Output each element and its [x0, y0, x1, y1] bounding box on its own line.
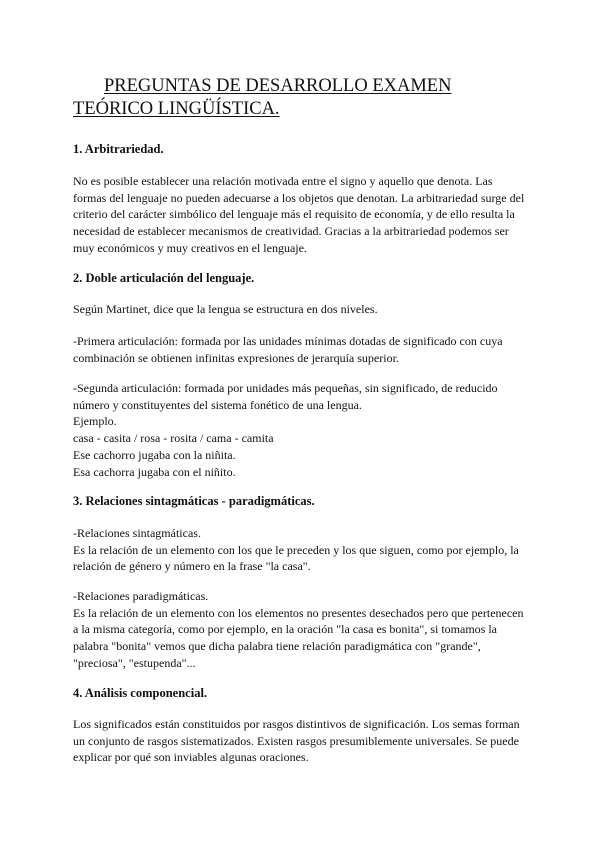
text-line: Es la relación de un elemento con los elementos no presentes desechados pero que pertenecen [73, 605, 524, 620]
text-line: -Segunda articulación: formada por unidades más pequeñas, sin significado, de reducido [73, 381, 498, 395]
paragraph-martinet [73, 301, 535, 318]
title-line-1: PREGUNTAS DE DESARROLLO EXAMEN [104, 76, 452, 96]
text-line: formas del lenguaje no pueden adecuarse a los objetos que denotan. La arbitrariedad surge del [73, 190, 525, 205]
paragraph-sintagmaticas [73, 525, 535, 575]
section-heading-arbitrariedad: 1. Arbitrariedad. [73, 142, 164, 156]
text-line: Según Martinet, dice que la lengua se estructura en dos niveles. [73, 302, 378, 316]
paragraph-analisis-componencial [73, 716, 535, 766]
paragraph-paradigmaticas [73, 588, 535, 672]
text-line: a la misma categoría, como por ejemplo, en la oración "la casa es bonita", si tomamos la [73, 622, 497, 637]
text-line: Esa cachorra jugaba con el niñito. [73, 464, 236, 479]
text-line: "preciosa", "estupenda"... [73, 655, 196, 670]
text-line: -Relaciones paradigmáticas. [73, 589, 209, 603]
section-heading-analisis-componencial: 4. Análisis componencial. [73, 686, 208, 700]
text-line: Es la relación de un elemento con los que le preceden y los que siguen, como por ejemplo, la [73, 542, 519, 557]
text-line: Ejemplo. [73, 414, 117, 429]
text-line: -Primera articulación: formada por las unidades mínimas dotadas de significado con cuya [73, 334, 503, 348]
text-line: casa - casita / rosa - rosita / cama - camita [73, 431, 274, 446]
text-line: un conjunto de rasgos sistematizados. Existen rasgos presumiblemente universales. Se puede [73, 733, 519, 748]
text-line: -Relaciones sintagmáticas. [73, 526, 201, 540]
text-line: explicar por qué son inviables algunas oraciones. [73, 750, 309, 765]
text-line: número y constituyentes del sistema fonético de una lengua. [73, 397, 362, 412]
text-line: combinación se obtienen infinitas expresiones de jerarquía superior. [73, 350, 399, 365]
text-line: Ese cachorro jugaba con la niñita. [73, 447, 236, 462]
paragraph-segunda-articulacion [73, 380, 535, 480]
text-line: muy económicos y muy creativos en el lenguaje. [73, 240, 307, 255]
title-line-2: TEÓRICO LINGÜÍSTICA. [73, 99, 280, 119]
section-heading-relaciones: 3. Relaciones sintagmáticas - paradigmáticas. [73, 494, 315, 508]
paragraph-primera-articulacion [73, 333, 535, 366]
section-heading-doble-articulacion: 2. Doble articulación del lenguaje. [73, 271, 255, 285]
text-line: criterio del carácter simbólico del lenguaje más el requisito de economía, y de ello resulta la [73, 207, 515, 222]
paragraph-arbitrariedad [73, 173, 535, 257]
text-line: necesidad de establecer mecanismos de creatividad. Gracias a la arbitrariedad podemos ser [73, 224, 509, 239]
text-line: relación de género y número en la frase "la casa". [73, 559, 311, 574]
text-line: palabra "bonita" vemos que dicha palabra tiene relación paradigmática con "grande", [73, 639, 481, 654]
text-line: No es posible establecer una relación motivada entre el signo y aquello que denota. Las [73, 174, 493, 188]
document-title [73, 75, 553, 121]
text-line: Los significados están constituidos por rasgos distintivos de significación. Los semas forman [73, 717, 520, 731]
